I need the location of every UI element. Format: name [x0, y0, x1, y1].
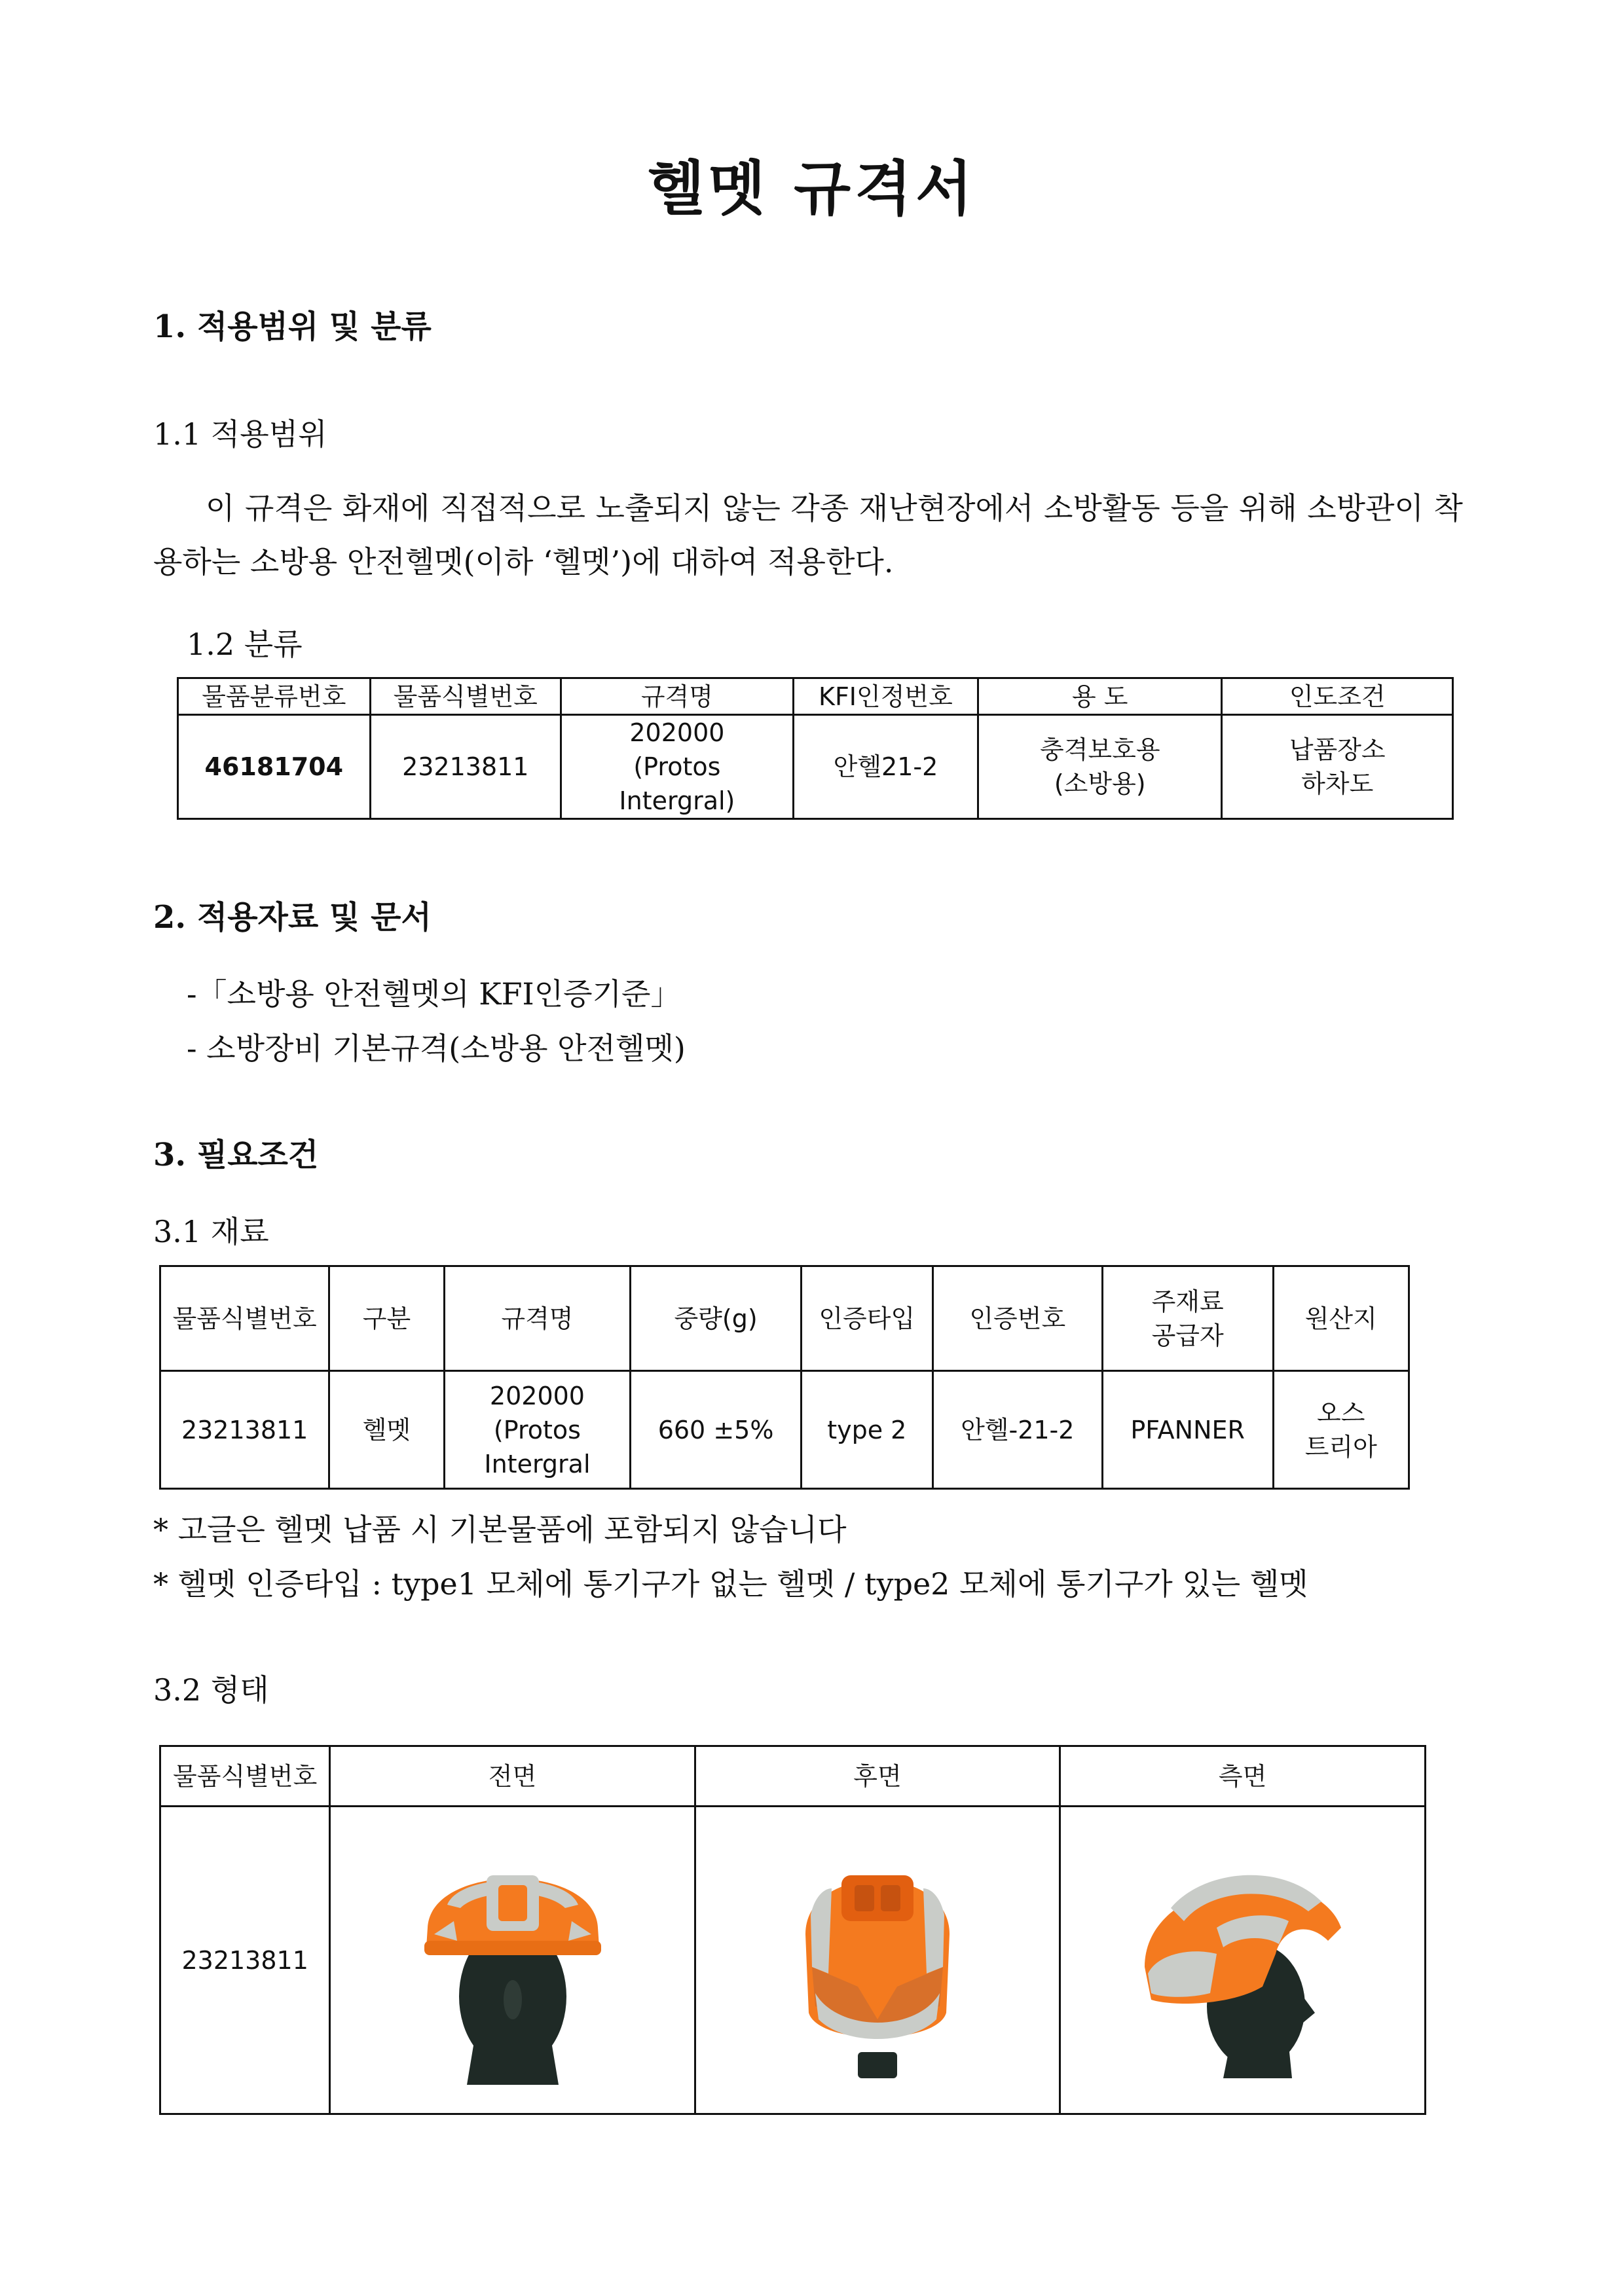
col-header: 물품식별번호 — [160, 1266, 329, 1371]
rear-view-cell — [695, 1807, 1060, 2114]
col-header: 물품분류번호 — [178, 678, 371, 715]
col-header: 인도조건 — [1222, 678, 1453, 715]
table-cell: 충격보호용 (소방용) — [978, 715, 1222, 819]
col-header: 후면 — [695, 1746, 1060, 1807]
helmet-side-image — [1132, 1836, 1354, 2085]
side-view-cell — [1060, 1807, 1426, 2114]
helmet-front-image — [415, 1836, 611, 2085]
col-header: 중량(g) — [631, 1266, 801, 1371]
table-cell: 23213811 — [160, 1807, 330, 2114]
col-header: 측면 — [1060, 1746, 1426, 1807]
table-cell: type 2 — [801, 1371, 932, 1489]
col-header: 규격명 — [561, 678, 793, 715]
col-header: 용 도 — [978, 678, 1222, 715]
col-header: KFI인정번호 — [793, 678, 978, 715]
scope-paragraph: 이 규격은 화재에 직접적으로 노출되지 않는 각종 재난현장에서 소방활동 등을 위해 소방관이 착용하는 소방용 안전헬멧(이하 ‘헬멧’)에 대하여 적용한다. — [153, 490, 1463, 579]
table-cell: 안헬21-2 — [793, 715, 978, 819]
table-cell: 헬멧 — [329, 1371, 444, 1489]
helmet-rear-image — [779, 1836, 976, 2085]
col-header: 주재료 공급자 — [1102, 1266, 1273, 1371]
table-cell: 오스 트리아 — [1273, 1371, 1409, 1489]
section-1-heading: 1. 적용범위 및 분류 — [153, 308, 432, 345]
col-header: 인증번호 — [932, 1266, 1102, 1371]
note-item: * 헬멧 인증타입 : type1 모체에 통기구가 없는 헬멧 / type2 모체에 통기구가 있는 헬멧 — [153, 1566, 1308, 1602]
section-1-1-heading: 1.1 적용범위 — [153, 416, 327, 452]
form-table — [159, 1745, 1426, 2115]
section-3-1-heading: 3.1 재료 — [153, 1214, 269, 1249]
classification-table — [177, 677, 1454, 820]
table-cell: 202000 (Protos Intergral) — [561, 715, 793, 819]
table-cell: 23213811 — [160, 1371, 329, 1489]
table-cell: 46181704 — [178, 715, 371, 819]
table-cell: PFANNER — [1102, 1371, 1273, 1489]
col-header: 물품식별번호 — [160, 1746, 330, 1807]
front-view-cell — [330, 1807, 695, 2114]
table-cell: 23213811 — [370, 715, 561, 819]
col-header: 원산지 — [1273, 1266, 1409, 1371]
section-3-heading: 3. 필요조건 — [153, 1137, 319, 1173]
note-item: * 고글은 헬멧 납품 시 기본물품에 포함되지 않습니다 — [153, 1512, 847, 1547]
section-3-2-heading: 3.2 형태 — [153, 1672, 269, 1708]
reference-item: - 소방장비 기본규격(소방용 안전헬멧) — [187, 1031, 686, 1066]
col-header: 규격명 — [444, 1266, 631, 1371]
table-cell: 안헬-21-2 — [932, 1371, 1102, 1489]
material-table — [159, 1265, 1410, 1490]
col-header: 물품식별번호 — [370, 678, 561, 715]
reference-item: -「소방용 안전헬멧의 KFI인증기준」 — [187, 976, 681, 1012]
table-cell: 202000 (Protos Intergral — [444, 1371, 631, 1489]
col-header: 전면 — [330, 1746, 695, 1807]
document-title: 헬멧 규격서 — [647, 154, 977, 223]
col-header: 인증타입 — [801, 1266, 932, 1371]
table-cell: 납품장소 하차도 — [1222, 715, 1453, 819]
section-1-2-heading: 1.2 분류 — [187, 627, 303, 662]
section-2-heading: 2. 적용자료 및 문서 — [153, 899, 432, 936]
col-header: 구분 — [329, 1266, 444, 1371]
table-cell: 660 ±5% — [631, 1371, 801, 1489]
